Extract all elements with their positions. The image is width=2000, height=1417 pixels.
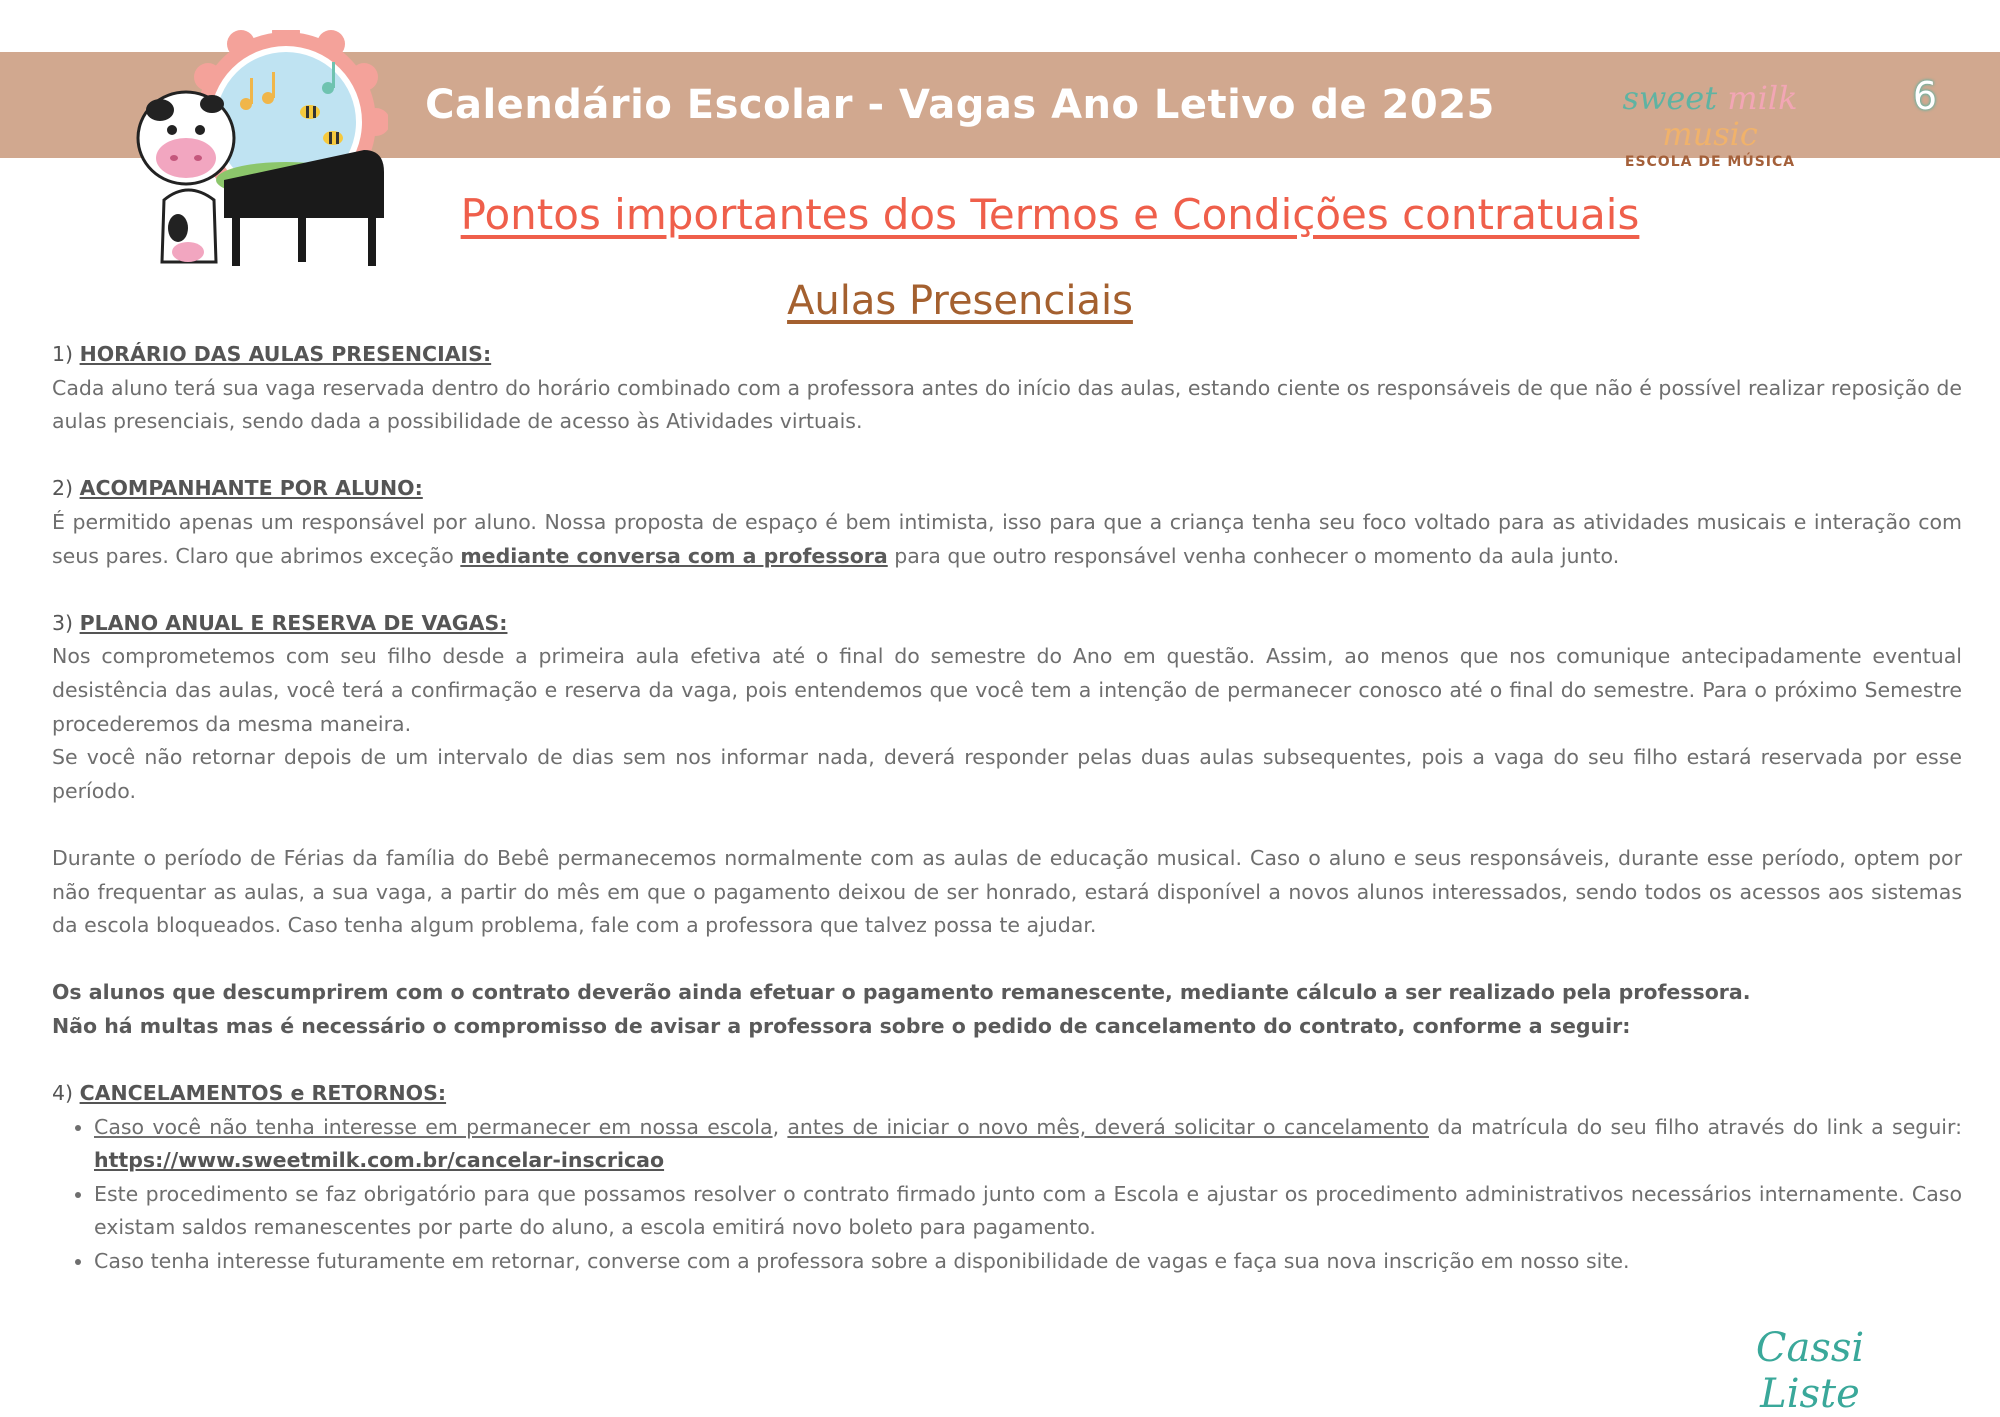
- section-3-bold-1: Os alunos que descumprirem com o contrato deverão ainda efetuar o pagamento remanescente, mediante cálculo a ser realizado pela professora.: [52, 980, 1751, 1005]
- list-item: • Caso tenha interesse futuramente em retornar, converse com a professora sobre a disponibilidade de vagas e faça sua nova inscrição em nosso site.: [94, 1245, 1962, 1279]
- emphasis-text: mediante conversa com a professora: [460, 543, 888, 568]
- signature: Cassi Liste: [1755, 1325, 1865, 1417]
- brand-logo: [1580, 80, 1840, 170]
- page-number: 6: [1912, 74, 1938, 118]
- list-item: • Caso você não tenha interesse em permanecer em nossa escola, antes de iniciar o novo mês, deverá solicitar o cancelamento da matrícula do seu filho através do link a seguir: https://www.sweetmilk.com.br/cancelar-inscricao: [94, 1111, 1962, 1178]
- page-header-title: Calendário Escolar - Vagas Ano Letivo de 2025: [425, 82, 1495, 128]
- terms-content: [52, 338, 1962, 1279]
- brand-word-music: music: [1662, 115, 1758, 153]
- cancellation-list: [52, 1111, 1962, 1279]
- section-3-text-1: Nos comprometemos com seu filho desde a primeira aula efetiva até o final do semestre do Ano em questão. Assim, ao menos que nos comunique antecipadamente eventual desistência das aulas, você terá a confirmação e reserva da vaga, pois entendemos que você tem a intenção de permanecer conosco até o final do semestre. Para o próximo Semestre procederemos da mesma maneira.: [52, 644, 1962, 736]
- cancel-registration-link[interactable]: https://www.sweetmilk.com.br/cancelar-inscricao: [94, 1148, 665, 1173]
- brand-subtitle: ESCOLA DE MÚSICA: [1624, 154, 1796, 170]
- list-item: • Este procedimento se faz obrigatório para que possamos resolver o contrato firmado junto com a Escola e ajustar os procedimento administrativos necessários internamente. Caso existam saldos remanescentes por parte do aluno, a escola emitirá novo boleto para pagamento.: [94, 1178, 1962, 1245]
- section-1-text: Cada aluno terá sua vaga reservada dentro do horário combinado com a professora antes do início das aulas, estando ciente os responsáveis de que não é possível realizar reposição de aulas presenciais, sendo dada a possibilidade de acesso às Atividades virtuais.: [52, 375, 1962, 434]
- mascot-logo: [128, 30, 388, 270]
- main-title: Pontos importantes dos Termos e Condições contratuais: [460, 190, 1640, 239]
- section-3-text-2: Se você não retornar depois de um intervalo de dias sem nos informar nada, deverá responder pelas duas aulas subsequentes, pois a vaga do seu filho estará reservada por esse período.: [52, 745, 1962, 803]
- section-1-heading: 1) HORÁRIO DAS AULAS PRESENCIAIS:: [52, 342, 492, 366]
- section-2-text: É permitido apenas um responsável por aluno. Nossa proposta de espaço é bem intimista, isso para que a criança tenha seu foco voltado para as atividades musicais e interação com seus pares. Claro que abrimos exceção mediante conversa com a professora para que outro responsável venha conhecer o momento da aula junto.: [52, 509, 1962, 568]
- section-3-text-3: Durante o período de Férias da família do Bebê permanecemos normalmente com as aulas de educação musical. Caso o aluno e seus responsáveis, durante esse período, optem por não frequentar as aulas, a sua vaga, a partir do mês em que o pagamento deixou de ser honrado, estará disponível a novos alunos interessados, sendo todos os acessos aos sistemas da escola bloqueados. Caso tenha algum problema, fale com a professora que talvez possa te ajudar.: [52, 845, 1962, 938]
- brand-word-sweet: sweet: [1622, 79, 1718, 117]
- section-title: Aulas Presenciais: [787, 278, 1133, 324]
- section-4-heading: 4) CANCELAMENTOS e RETORNOS:: [52, 1081, 447, 1106]
- section-3-bold-2: Não há multas mas é necessário o compromisso de avisar a professora sobre o pedido de cancelamento do contrato, conforme a seguir:: [52, 1013, 1631, 1038]
- section-2-heading: 2) ACOMPANHANTE POR ALUNO:: [52, 476, 423, 501]
- section-3-heading: 3) PLANO ANUAL E RESERVA DE VAGAS:: [52, 610, 508, 635]
- brand-word-milk: milk: [1727, 79, 1798, 117]
